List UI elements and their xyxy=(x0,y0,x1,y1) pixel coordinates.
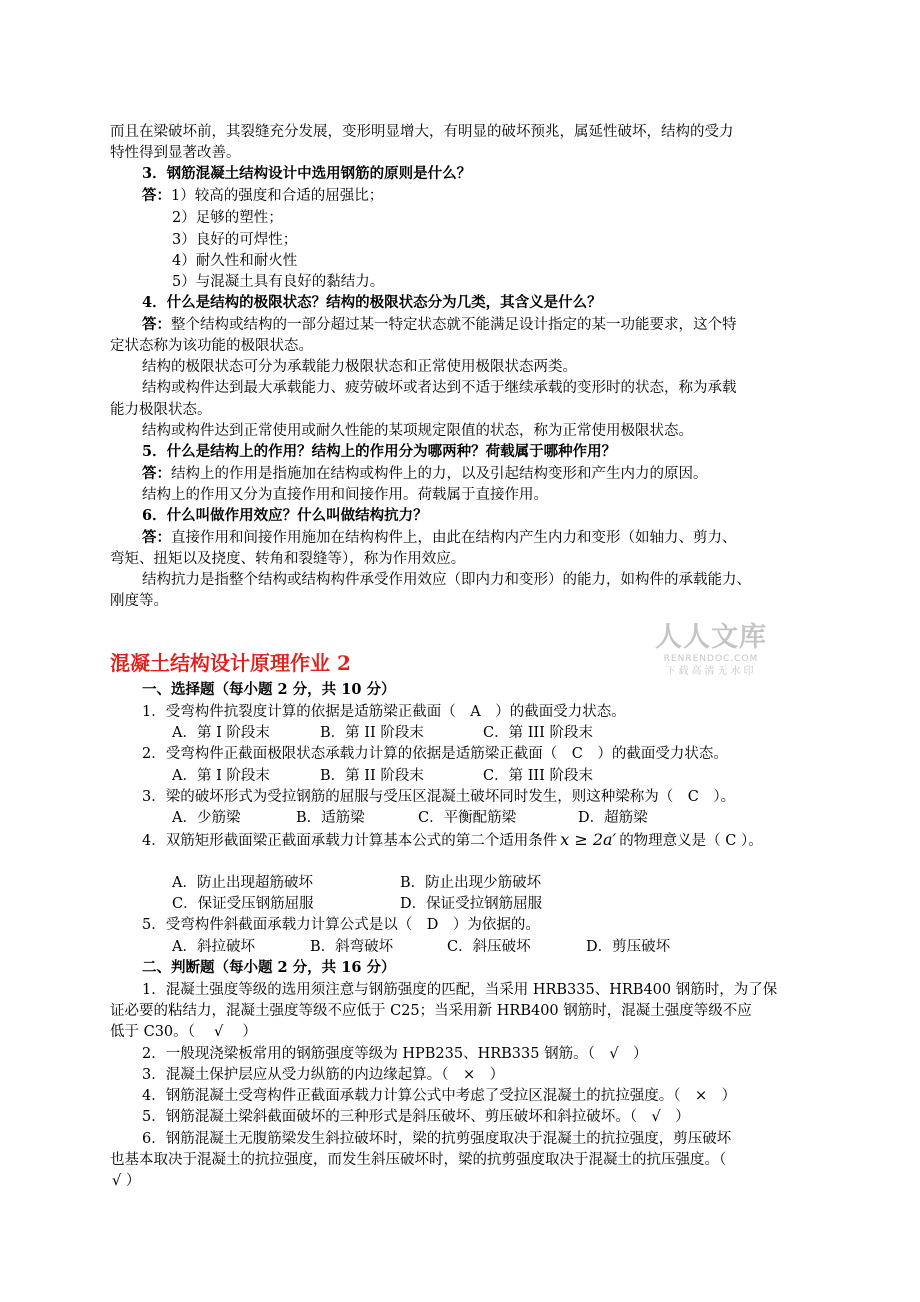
choice-3-option-c: C．平衡配筋梁 xyxy=(418,810,517,826)
answer-6-line-3: 结构抗力是指整个结构或结构构件承受作用效应（即内力和变形）的能力，如构件的承载能力、 xyxy=(142,572,751,588)
choice-3-option-b: B．适筋梁 xyxy=(296,810,365,826)
judge-5: 5．钢筋混凝土梁斜截面破坏的三种形式是斜压破坏、剪压破坏和斜拉破坏。（ √ ） xyxy=(142,1109,690,1125)
question-4: 4．什么是结构的极限状态？结构的极限状态分为几类，其含义是什么？ xyxy=(142,294,602,311)
answer-label: 答： xyxy=(142,465,171,482)
answer-6-line-2: 弯矩、扭矩以及挠度、转角和裂缝等），称为作用效应。 xyxy=(110,551,466,567)
answer-text: 直接作用和间接作用施加在结构构件上，由此在结构内产生内力和变形（如轴力、剪力、 xyxy=(171,530,737,546)
choice-4-option-b: B．防止出现少筋破坏 xyxy=(400,875,542,891)
choice-2-option-a: A．第 I 阶段末 xyxy=(172,768,270,784)
choice-question-1: 1．受弯构件抗裂度计算的依据是适筋梁正截面（ A ）的截面受力状态。 xyxy=(142,704,626,720)
choice-1-option-c: C．第 III 阶段末 xyxy=(483,725,593,741)
choice-4-option-a: A．防止出现超筋破坏 xyxy=(172,875,313,891)
answer-3-line-3: 3）良好的可焊性； xyxy=(172,232,298,248)
paragraph-line: 特性得到显著改善。 xyxy=(110,145,241,161)
answer-text: 1）较高的强度和合适的屈强比； xyxy=(171,188,384,204)
answer-4-line-2: 定状态称为该功能的极限状态。 xyxy=(110,338,313,354)
watermark-url: RENRENDOC.COM xyxy=(663,654,759,664)
choice-4-text: 4．双筋矩形截面梁正截面承载力计算基本公式的第二个适用条件 xyxy=(142,833,558,849)
choice-3-option-d: D．超筋梁 xyxy=(578,810,648,826)
watermark xyxy=(636,623,786,678)
answer-3-line-5: 5）与混凝土具有良好的黏结力。 xyxy=(172,274,385,290)
answer-label: 答： xyxy=(142,529,171,546)
choice-2-option-b: B．第 II 阶段末 xyxy=(320,768,424,784)
condition-formula: x ≥ 2a′ xyxy=(560,830,617,849)
section-title: 混凝土结构设计原理作业 2 xyxy=(110,651,351,675)
choice-5-option-a: A．斜拉破坏 xyxy=(172,939,255,955)
answer-6-line-1 xyxy=(142,528,737,548)
choice-4-option-d: D．保证受拉钢筋屈服 xyxy=(400,896,543,912)
judge-6-line-2: 也基本取决于混凝土的抗拉强度，而发生斜压破坏时，梁的抗剪强度取决于混凝土的抗压强度。（ xyxy=(110,1152,727,1168)
judge-1-line-3: 低于 C30。（ √ ） xyxy=(110,1024,257,1040)
choice-question-5: 5．受弯构件斜截面承载力计算公式是以（ D ）为依据的。 xyxy=(142,917,540,933)
judge-1-line-1: 1．混凝土强度等级的选用须注意与钢筋强度的匹配，当采用 HRB335、HRB400 钢筋时，为了保 xyxy=(142,982,778,998)
judge-2: 2．一般现浇梁板常用的钢筋强度等级为 HPB235、HRB335 钢筋。（ √ ） xyxy=(142,1046,648,1062)
question-5: 5．什么是结构上的作用？结构上的作用分为哪两种？荷载属于哪种作用？ xyxy=(142,443,617,460)
choice-5-option-b: B．斜弯破坏 xyxy=(310,939,394,955)
choice-3-option-a: A．少筋梁 xyxy=(172,810,241,826)
answer-4-line-6: 结构或构件达到正常使用或耐久性能的某项规定限值的状态，称为正常使用极限状态。 xyxy=(142,423,693,439)
answer-text: 结构上的作用是指施加在结构或构件上的力，以及引起结构变形和产生内力的原因。 xyxy=(171,466,708,482)
answer-5-line-1 xyxy=(142,464,708,484)
choice-4-text-end: 的物理意义是（ C ）。 xyxy=(619,833,763,849)
question-3: 3．钢筋混凝土结构设计中选用钢筋的原则是什么？ xyxy=(142,165,472,182)
watermark-brand: 人人文库 xyxy=(655,622,767,653)
choice-1-option-a: A．第 I 阶段末 xyxy=(172,725,270,741)
answer-3-line-4: 4）耐久性和耐火性 xyxy=(172,253,298,269)
answer-4-line-5: 能力极限状态。 xyxy=(110,402,212,418)
paragraph-line: 而且在梁破坏前，其裂缝充分发展，变形明显增大，有明显的破坏预兆，属延性破坏，结构的受力 xyxy=(110,124,734,140)
choice-5-option-c: C．斜压破坏 xyxy=(447,939,531,955)
choice-1-option-b: B．第 II 阶段末 xyxy=(320,725,424,741)
choice-question-2: 2．受弯构件正截面极限状态承载力计算的依据是适筋梁正截面（ C ）的截面受力状态。 xyxy=(142,746,728,762)
choice-heading: 一、选择题（每小题 2 分，共 10 分） xyxy=(142,681,396,698)
choice-5-option-d: D．剪压破坏 xyxy=(586,939,671,955)
answer-label: 答： xyxy=(142,316,171,333)
choice-4-option-c: C．保证受压钢筋屈服 xyxy=(172,896,314,912)
answer-3-line-2: 2）足够的塑性； xyxy=(172,210,283,226)
judge-4: 4．钢筋混凝土受弯构件正截面承载力计算公式中考虑了受拉区混凝土的抗拉强度。（ × ） xyxy=(142,1088,737,1104)
choice-2-option-c: C．第 III 阶段末 xyxy=(483,768,593,784)
answer-6-line-4: 刚度等。 xyxy=(110,593,168,609)
answer-4-line-1 xyxy=(142,315,737,335)
choice-question-3: 3．梁的破坏形式为受拉钢筋的屈服与受压区混凝土破坏同时发生，则这种梁称为（ C ）。 xyxy=(142,789,736,805)
answer-4-line-4: 结构或构件达到最大承载能力、疲劳破坏或者达到不适于继续承载的变形时的状态，称为承载 xyxy=(142,380,737,396)
judge-heading: 二、判断题（每小题 2 分，共 16 分） xyxy=(142,959,396,976)
judge-3: 3．混凝土保护层应从受力纵筋的内边缘起算。（ × ） xyxy=(142,1067,505,1083)
judge-6-line-1: 6．钢筋混凝土无腹筋梁发生斜拉破坏时，梁的抗剪强度取决于混凝土的抗拉强度，剪压破坏 xyxy=(142,1131,732,1147)
question-6: 6．什么叫做作用效应？什么叫做结构抗力？ xyxy=(142,507,428,524)
answer-text: 整个结构或结构的一部分超过某一特定状态就不能满足设计指定的某一功能要求，这个特 xyxy=(171,317,737,333)
judge-6-line-3: √ ） xyxy=(112,1173,141,1189)
answer-3-line-1 xyxy=(142,186,383,206)
answer-label: 答： xyxy=(142,187,171,204)
answer-5-line-2: 结构上的作用又分为直接作用和间接作用。荷载属于直接作用。 xyxy=(142,487,548,503)
answer-4-line-3: 结构的极限状态可分为承载能力极限状态和正常使用极限状态两类。 xyxy=(142,359,577,375)
judge-1-line-2: 证必要的粘结力，混凝土强度等级不应低于 C25；当采用新 HRB400 钢筋时，混凝土强度等级不应 xyxy=(110,1003,752,1019)
choice-question-4 xyxy=(142,830,763,851)
watermark-slogan: 下载高清无水印 xyxy=(665,666,757,677)
